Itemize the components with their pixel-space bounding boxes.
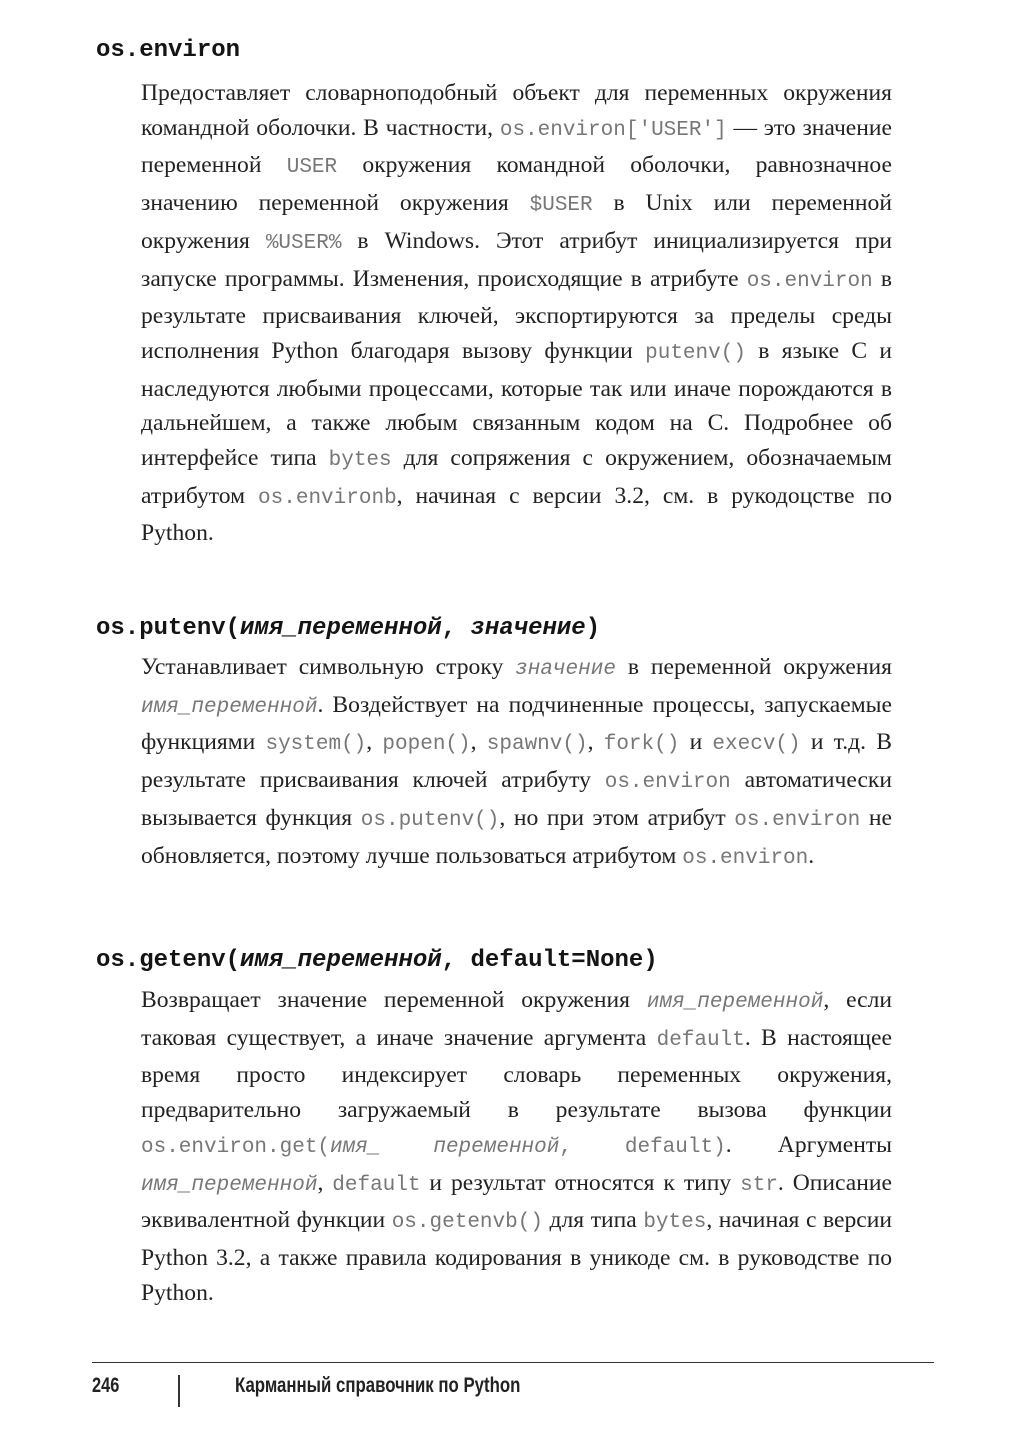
text-run: для типа xyxy=(542,1207,644,1234)
text-run: . Аргументы xyxy=(725,1131,892,1158)
text-run: Предоставляет словарноподобный объект для переменных окружения командной оболочки. В частности, xyxy=(141,80,892,141)
inline-code-argument: значение xyxy=(515,658,616,681)
text-run: , начиная с версии Python 3.2, а также правила кодирования в уникоде см. в руководстве по Python. xyxy=(141,1207,892,1306)
inline-code: os.putenv() xyxy=(360,808,500,832)
function-name: os.putenv( xyxy=(96,615,241,642)
function-name: os.environ xyxy=(96,37,241,64)
argument-separator: , xyxy=(441,615,471,642)
text-run: , xyxy=(470,729,487,756)
inline-code: system() xyxy=(265,733,367,757)
entry-signature xyxy=(96,36,240,66)
inline-code-argument: имя_переменной xyxy=(141,1173,318,1197)
page-number: 246 xyxy=(92,1374,120,1397)
text-run: , xyxy=(317,1169,333,1196)
inline-code: bytes xyxy=(328,449,392,473)
argument-name: имя_переменной xyxy=(240,615,442,642)
inline-code: os.environ xyxy=(746,269,873,293)
entry-signature xyxy=(96,946,658,976)
text-run: , xyxy=(587,729,604,756)
text-run: , но при этом атрибут xyxy=(499,804,735,831)
text-run: не обновляется, поэтому лучше пользоваться атрибутом xyxy=(141,804,892,869)
signature-end: ) xyxy=(585,615,601,642)
inline-code: os.environ['USER'] xyxy=(499,118,727,142)
entry-description xyxy=(141,650,892,876)
text-run: . Воздействует на подчиненные процессы, запускаемые функциями xyxy=(141,691,892,756)
signature-end: ) xyxy=(643,947,658,974)
text-run: в Unix или переменной окружения xyxy=(141,190,892,254)
text-run: в языке С и наследуются любыми процессами, которые так или иначе порождаются в дальнейшем, а также любым связанным кодом на С. Подробнее об интерфейсе типа xyxy=(141,337,893,472)
text-run: , начиная с версии 3.2, см. в рукодоцстве по Python. xyxy=(141,482,892,547)
inline-code-argument: имя_переменной xyxy=(141,695,318,719)
text-run: для сопряжения с окружением, обозначаемым атрибутом xyxy=(141,445,892,509)
inline-code: putenv() xyxy=(645,341,746,365)
text-run: и результат относятся к типу xyxy=(420,1169,741,1196)
entry-description xyxy=(141,983,892,1310)
text-run: , если таковая существует, а иначе значение аргумента xyxy=(141,987,892,1051)
inline-code: $USER xyxy=(529,194,593,218)
inline-code-argument: имя_ переменной xyxy=(330,1135,560,1159)
inline-code: str xyxy=(740,1173,778,1197)
inline-code: os.environ xyxy=(682,846,809,870)
inline-code: execv() xyxy=(712,733,801,757)
inline-code: os.environb xyxy=(258,486,397,510)
entry-description xyxy=(141,76,892,551)
text-run: , xyxy=(366,729,383,756)
inline-code-argument: имя_переменной xyxy=(646,991,824,1014)
text-run: и xyxy=(679,729,713,756)
inline-code: bytes xyxy=(643,1211,707,1235)
inline-code: , default) xyxy=(559,1135,726,1159)
text-run: в Windows. Этот атрибут инициализируется при запуске программы. Изменения, происходящие в атрибуте xyxy=(141,227,893,292)
inline-code: USER xyxy=(286,156,338,180)
text-run: Устанавливает символьную строку xyxy=(141,654,516,680)
argument-value: значение xyxy=(470,615,586,642)
entry-signature xyxy=(96,614,600,644)
inline-code: %USER% xyxy=(265,231,342,255)
text-run: автоматически вызывается функция xyxy=(141,767,893,831)
inline-code: spawnv() xyxy=(486,733,588,757)
text-run: и т.д. В результате присваивания ключей атрибуту xyxy=(141,729,892,794)
text-run: — это значение переменной xyxy=(141,114,893,179)
inline-code: popen() xyxy=(382,733,471,757)
inline-code: default xyxy=(332,1173,421,1197)
inline-code: os.environ xyxy=(604,771,731,795)
inline-code: os.getenvb() xyxy=(391,1211,543,1235)
text-run: . В настоящее время просто индексирует словарь переменных окружения, предварительно загружаемый в результате вызова функции xyxy=(141,1024,892,1124)
text-run: . xyxy=(808,842,815,869)
inline-code: fork() xyxy=(603,733,680,757)
text-run: . Описание эквивалентной функции xyxy=(141,1169,892,1234)
footer-rule xyxy=(92,1362,934,1363)
inline-code: os.environ.get( xyxy=(141,1135,331,1159)
inline-code: default xyxy=(656,1028,745,1052)
argument-name: имя_переменной xyxy=(240,947,442,974)
book-title: Карманный справочник по Python xyxy=(235,1374,521,1397)
text-run: в переменной окружения xyxy=(615,654,892,680)
text-run: окружения командной оболочки, равнозначное значению переменной окружения xyxy=(141,152,892,217)
inline-code: os.environ xyxy=(734,808,861,832)
argument-separator: , xyxy=(441,947,471,974)
function-name: os.getenv( xyxy=(96,947,241,974)
argument-default: default=None xyxy=(470,947,644,974)
text-run: в результате присваивания ключей, экспортируются за пределы среды исполнения Python благодаря вызову функции xyxy=(141,265,892,364)
footer-separator xyxy=(178,1375,180,1407)
text-run: Возвращает значение переменной окружения xyxy=(141,987,647,1013)
